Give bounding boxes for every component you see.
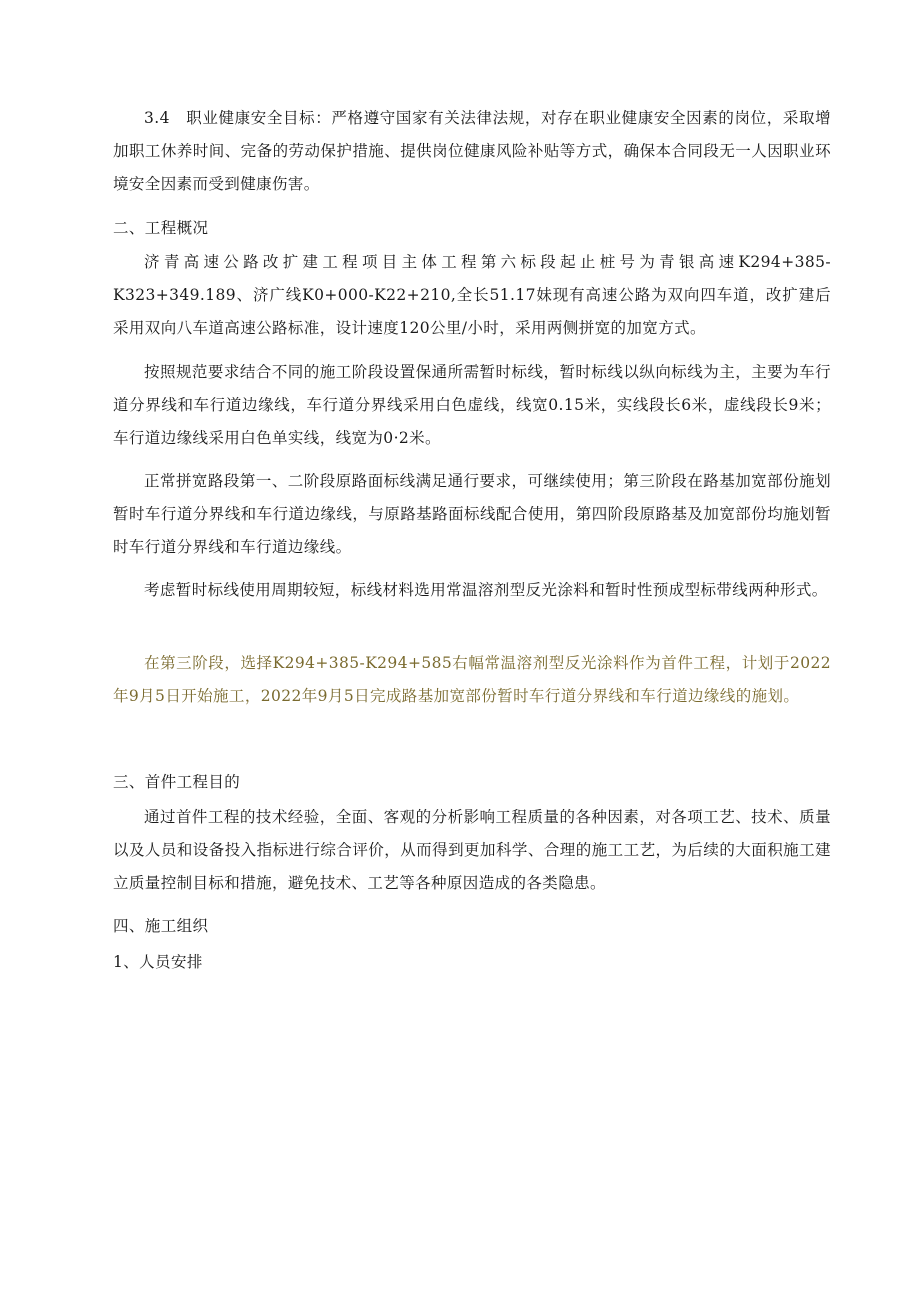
paragraph-project-overview-1: 济青高速公路改扩建工程项目主体工程第六标段起止桩号为青银高速K294+385-K323+349.189、济广线K0+000-K22+210,全长51.17妹现有高速公路为双向四车道，改扩建后采用双向八车道高速公路标准，设计速度120公里/小时，采用两侧拼宽的加宽方式。 bbox=[113, 253, 831, 337]
paragraph-first-work-purpose: 通过首件工程的技术经验，全面、客观的分析影响工程质量的各种因素，对各项工艺、技术、质量以及人员和设备投入指标进行综合评价，从而得到更加科学、合理的施工工艺，为后续的大面积施工建立质量控制目标和措施，避免技术、工艺等各种原因造成的各类隐患。 bbox=[113, 808, 831, 892]
paragraph-project-overview-2: 按照规范要求结合不同的施工阶段设置保通所需暂时标线，暂时标线以纵向标线为主，主要为车行道分界线和车行道边缘线，车行道分界线采用白色虚线，线宽0.15米，实线段长6米，虚线段长9米；车行道边缘线采用白色单实线，线宽为0·2米。 bbox=[113, 363, 831, 447]
subsection-heading-personnel-arrangement: 1、人员安排 bbox=[113, 953, 203, 971]
paragraph-health-safety-goal: 3.4 职业健康安全目标：严格遵守国家有关法律法规，对存在职业健康安全因素的岗位，采取增加职工休养时间、完备的劳动保护措施、提供岗位健康风险补贴等方式，确保本合同段无一人因职业环境安全因素而受到健康伤害。 bbox=[113, 109, 831, 193]
section-heading-project-overview: 二、工程概况 bbox=[113, 219, 209, 237]
paragraph-project-overview-4: 考虑暂时标线使用周期较短，标线材料选用常温溶剂型反光涂料和暂时性预成型标带线两种形式。 bbox=[144, 581, 828, 599]
paragraph-project-overview-3: 正常拼宽路段第一、二阶段原路面标线满足通行要求，可继续使用；第三阶段在路基加宽部份施划暂时车行道分界线和车行道边缘线，与原路基路面标线配合使用，第四阶段原路基及加宽部份均施划暂时车行道分界线和车行道边缘线。 bbox=[113, 472, 831, 556]
paragraph-first-work-plan: 在第三阶段，选择K294+385-K294+585右幅常温溶剂型反光涂料作为首件工程，计划于2022年9月5日开始施工，2022年9月5日完成路基加宽部份暂时车行道分界线和车行道边缘线的施划。 bbox=[113, 654, 831, 705]
section-heading-first-work-purpose: 三、首件工程目的 bbox=[113, 773, 241, 791]
section-heading-construction-organization: 四、施工组织 bbox=[113, 917, 209, 935]
